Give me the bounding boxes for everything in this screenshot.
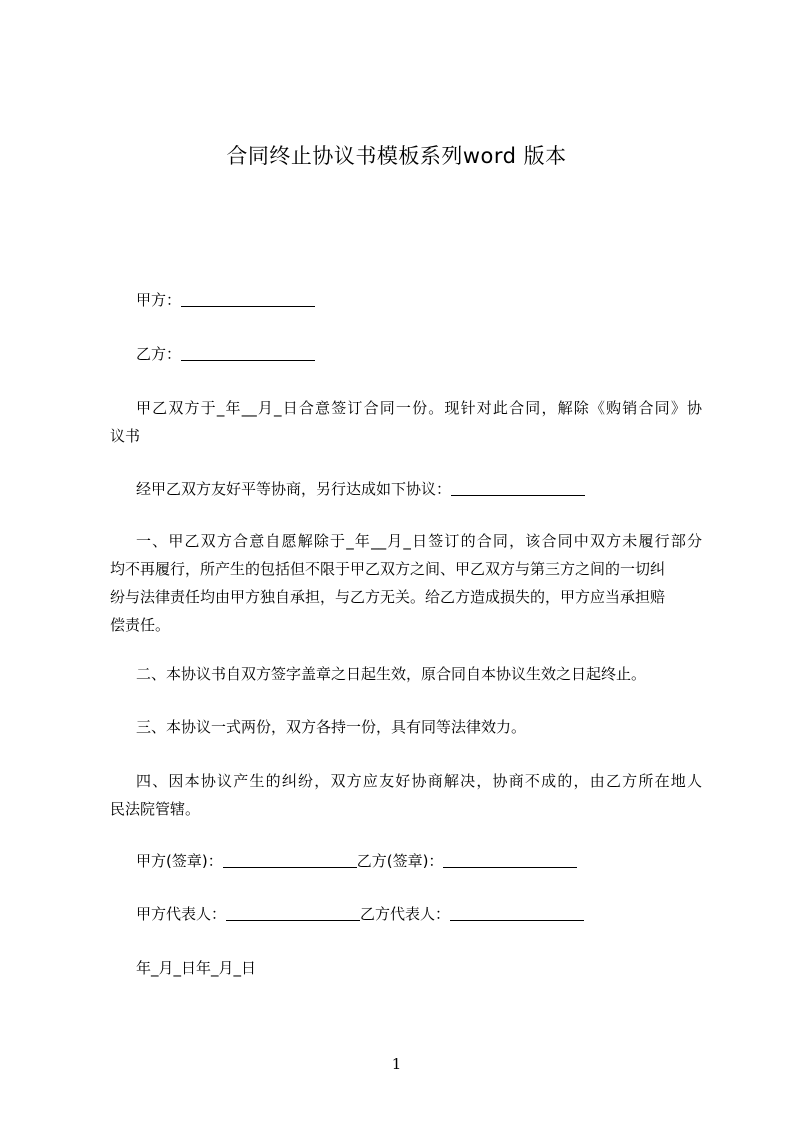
party-b-label: 乙方： <box>136 345 182 363</box>
rep-a-blank[interactable] <box>226 904 360 921</box>
party-a-blank[interactable] <box>181 290 315 307</box>
representative-line <box>136 901 584 928</box>
negotiation-label: 经甲乙双方友好平等协商，另行达成如下协议： <box>136 480 452 498</box>
clause-4-paragraph <box>110 767 702 823</box>
clause-4-line-1: 四、因本协议产生的纠纷，双方应友好协商解决，协商不成的，由乙方所在地人 <box>136 772 702 790</box>
party-a-line <box>136 287 315 314</box>
rep-b-blank[interactable] <box>450 904 584 921</box>
clause-1-line-4: 偿责任。 <box>110 616 171 634</box>
party-b-blank[interactable] <box>181 344 315 361</box>
sign-b-label: 乙方(签章)： <box>356 852 444 870</box>
clause-1-line-2: 均不再履行，所产生的包括但不限于甲乙双方之间、甲乙双方与第三方之间的一切纠 <box>110 560 666 578</box>
clause-1-line-1: 一、甲乙双方合意自愿解除于_年__月_日签订的合同，该合同中双方未履行部分 <box>136 532 702 550</box>
sign-a-label: 甲方(签章)： <box>136 852 223 870</box>
rep-a-label: 甲方代表人： <box>136 905 227 923</box>
negotiation-blank[interactable] <box>451 479 585 496</box>
clause-2: 二、本协议书自双方签字盖章之日起生效，原合同自本协议生效之日起终止。 <box>136 665 647 683</box>
clause-4-line-2: 民法院管辖。 <box>110 800 201 818</box>
sign-a-blank[interactable] <box>223 851 357 868</box>
party-a-label: 甲方： <box>136 291 182 309</box>
intro-line-1: 甲乙双方于_年__月_日合意签订合同一份。现针对此合同，解除《购销合同》协 <box>136 399 702 417</box>
sign-b-blank[interactable] <box>443 851 577 868</box>
party-b-line <box>136 341 315 368</box>
rep-b-label: 乙方代表人： <box>360 905 451 923</box>
intro-line-2: 议书 <box>110 427 141 445</box>
clause-1-line-3: 纷与法律责任均由甲方独自承担，与乙方无关。给乙方造成损失的，甲方应当承担赔 <box>110 588 666 606</box>
signature-line <box>136 848 577 875</box>
negotiation-line <box>136 476 585 503</box>
intro-paragraph <box>110 394 702 450</box>
clause-1-paragraph <box>110 527 702 639</box>
clause-3: 三、本协议一式两份，双方各持一份，具有同等法律效力。 <box>136 718 527 736</box>
date-line: 年_月_日年_月_日 <box>136 959 257 977</box>
page-number: 1 <box>391 1055 402 1073</box>
document-title: 合同终止协议书模板系列word 版本 <box>226 144 567 168</box>
